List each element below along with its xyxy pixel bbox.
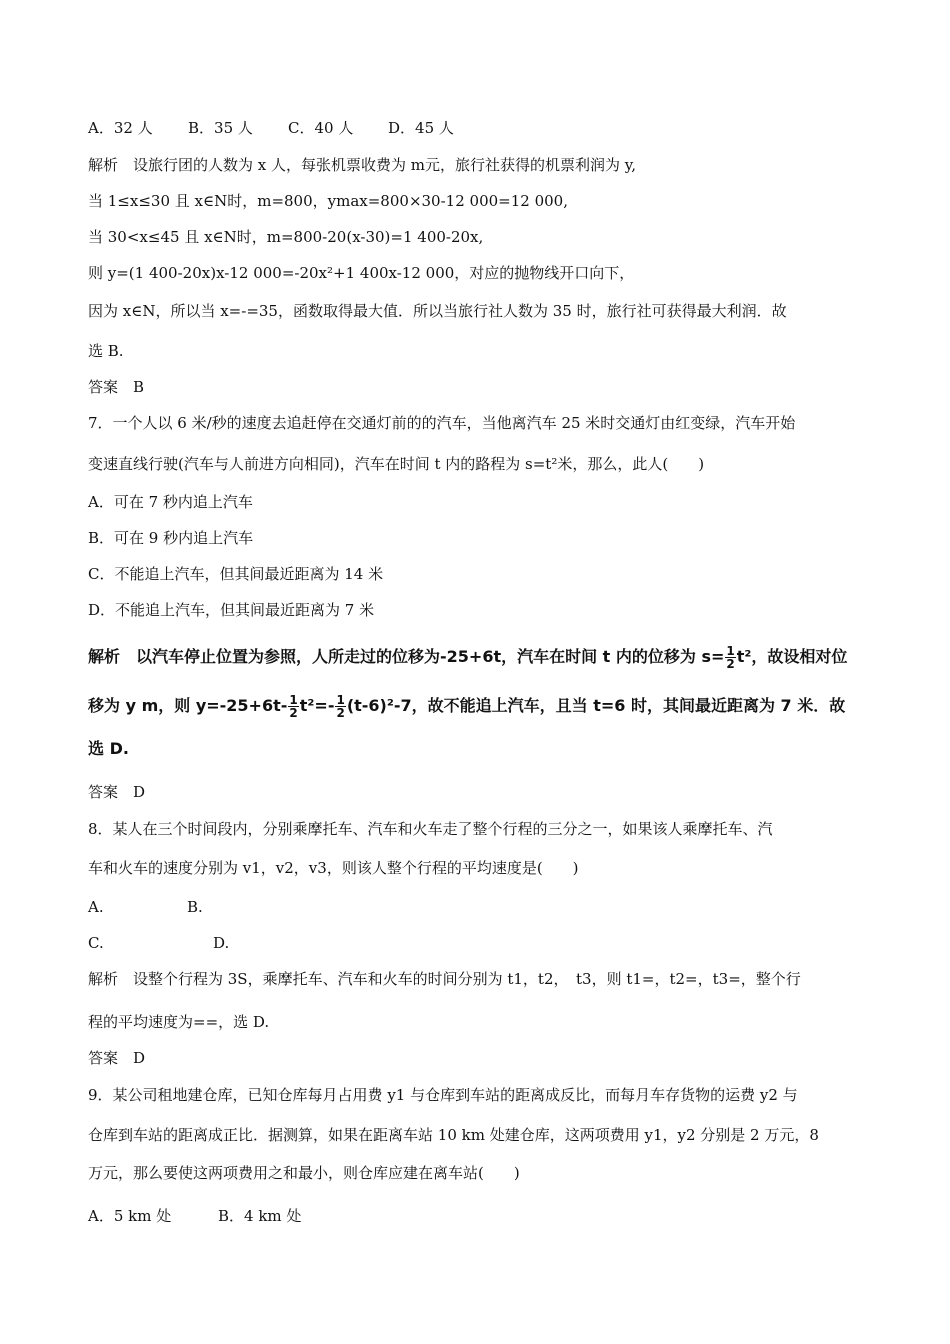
- q6-solution-line-3: 当 30<x≤45 且 x∈N时，m=800-20(x-30)=1 400-20x,: [88, 228, 484, 246]
- q9-stem-line-3: 万元，那么要使这两项费用之和最小，则仓库应建在离车站( ): [88, 1164, 520, 1182]
- q6-solution-line-4: 则 y=(1 400-20x)x-12 000=-20x²+1 400x-12 000，对应的抛物线开口向下，: [88, 264, 635, 282]
- q8-options-row-2: [88, 933, 229, 953]
- q6-solution-line-6: 选 B.: [88, 342, 124, 360]
- q8-stem-line-1: 8．某人在三个时间段内，分别乘摩托车、汽车和火车走了整个行程的三分之一，如果该人乘摩托车、汽: [88, 820, 773, 838]
- q7-option-c: C．不能追上汽车，但其间最近距离为 14 米: [88, 565, 384, 583]
- q7-option-b: B．可在 9 秒内追上汽车: [88, 529, 254, 547]
- q9-stem-line-2: 仓库到车站的距离成正比．据测算，如果在距离车站 10 km 处建仓库，这两项费用 y1，y2 分别是 2 万元，8: [88, 1126, 819, 1144]
- q7-option-a: A．可在 7 秒内追上汽车: [88, 493, 253, 511]
- q7-solution-text-d: t²=-: [299, 696, 335, 715]
- q9-option-b: B．4 km 处: [218, 1207, 302, 1225]
- q8-solution-line-2: 程的平均速度为==，选 D.: [88, 1013, 270, 1031]
- q8-option-a: A.: [88, 898, 104, 916]
- fraction-half: [725, 645, 735, 670]
- q7-solution-line-3: 选 D.: [88, 739, 129, 758]
- q6-option-a: A．32 人: [88, 119, 153, 137]
- q7-solution-text-c: 移为 y m，则 y=-25+6t-: [88, 696, 288, 715]
- q7-stem-line-2: 变速直线行驶(汽车与人前进方向相同)，汽车在时间 t 内的路程为 s=t²米，那么，此人( ): [88, 455, 705, 473]
- fraction-half: [335, 694, 345, 719]
- q7-answer: 答案 D: [88, 783, 146, 801]
- q7-option-d: D．不能追上汽车，但其间最近距离为 7 米: [88, 601, 375, 619]
- q7-solution-line-1: [88, 645, 847, 670]
- q9-stem-line-1: 9．某公司租地建仓库，已知仓库每月占用费 y1 与仓库到车站的距离成反比，而每月车存货物的运费 y2 与: [88, 1086, 798, 1104]
- q9-option-a: A．5 km 处: [88, 1207, 172, 1225]
- fraction-numerator: 1: [336, 693, 345, 707]
- q7-solution-line-2: [88, 694, 845, 719]
- q8-options-row-1: [88, 897, 203, 917]
- q7-solution-text-a: 解析 以汽车停止位置为参照，人所走过的位移为-25+6t，汽车在时间 t 内的位移为 s=: [88, 647, 725, 666]
- q6-answer: 答案 B: [88, 378, 145, 396]
- q8-option-b: B.: [187, 898, 203, 916]
- q6-option-b: B．35 人: [188, 119, 253, 137]
- q6-solution-line-5: 因为 x∈N，所以当 x=-=35，函数取得最大值．所以当旅行社人数为 35 时，旅行社可获得最大利润．故: [88, 302, 787, 320]
- q7-solution-text-b: t²，故设相对位: [736, 647, 848, 666]
- q6-solution-line-2: 当 1≤x≤30 且 x∈N时，m=800，ymax=800×30-12 000=12 000,: [88, 192, 568, 210]
- q9-options: [88, 1206, 301, 1226]
- fraction-denominator: 2: [289, 706, 298, 720]
- fraction-numerator: 1: [726, 644, 735, 658]
- q8-stem-line-2: 车和火车的速度分别为 v1，v2，v3，则该人整个行程的平均速度是( ): [88, 859, 579, 877]
- q6-option-d: D．45 人: [388, 119, 454, 137]
- q8-option-c: C.: [88, 934, 104, 952]
- fraction-half: [288, 694, 298, 719]
- q7-stem-line-1: 7．一个人以 6 米/秒的速度去追赶停在交通灯前的的汽车，当他离汽车 25 米时交通灯由红变绿，汽车开始: [88, 414, 796, 432]
- q8-answer: 答案 D: [88, 1049, 146, 1067]
- q8-solution-line-1: 解析 设整个行程为 3S，乘摩托车、汽车和火车的时间分别为 t1，t2， t3，则 t1=，t2=，t3=，整个行: [88, 970, 801, 988]
- q6-options: [88, 118, 454, 138]
- fraction-denominator: 2: [726, 657, 735, 671]
- q8-option-d: D.: [213, 934, 230, 952]
- q6-solution-line-1: 解析 设旅行团的人数为 x 人，每张机票收费为 m元，旅行社获得的机票利润为 y,: [88, 156, 637, 174]
- fraction-numerator: 1: [289, 693, 298, 707]
- fraction-denominator: 2: [336, 706, 345, 720]
- q7-solution-text-e: (t-6)²-7，故不能追上汽车，且当 t=6 时，其间最近距离为 7 米．故: [346, 696, 846, 715]
- q6-option-c: C．40 人: [288, 119, 354, 137]
